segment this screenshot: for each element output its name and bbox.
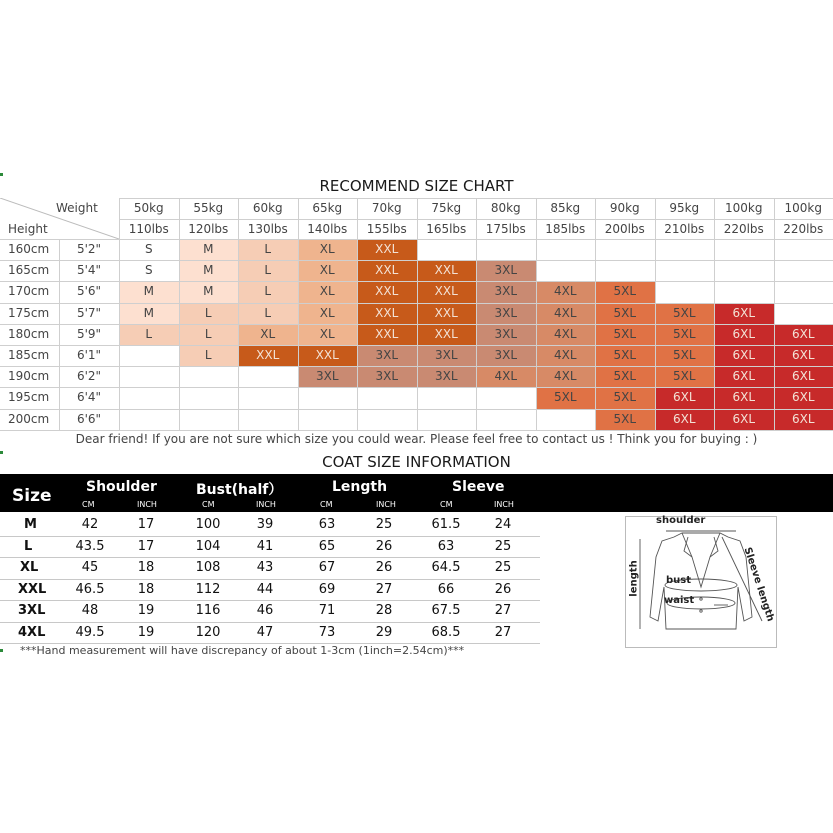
size-label: M (24, 517, 37, 532)
size-cell: 5XL (655, 366, 715, 387)
header-bust: Bust(half） (196, 482, 283, 498)
size-cell: 6XL (655, 409, 715, 430)
size-cell: 6XL (714, 366, 774, 387)
weight-kg: 60kg (252, 201, 283, 215)
size-cell: XXL (357, 239, 417, 260)
height-cm: 180cm (8, 326, 50, 341)
measurement-value: 73 (318, 624, 336, 640)
size-cell: XL (298, 239, 358, 260)
table-row (0, 557, 540, 578)
measurement-value: 47 (256, 624, 274, 640)
measurement-value: 28 (375, 603, 393, 618)
size-cell: 6XL (714, 303, 774, 324)
size-label: XL (20, 560, 39, 575)
coat-title: COAT SIZE INFORMATION (322, 453, 511, 471)
measurement-value: 112 (195, 581, 221, 597)
size-cell: 5XL (655, 324, 715, 345)
size-cell: 5XL (595, 387, 655, 408)
size-label: 4XL (18, 624, 46, 640)
weight-lbs: 140lbs (307, 222, 348, 236)
measurement-value: 43.5 (75, 538, 105, 554)
grid-line (536, 198, 537, 430)
height-ft: 5'2" (76, 242, 102, 256)
size-cell: 4XL (536, 345, 596, 366)
diagram-length-label: length (628, 560, 640, 597)
size-cell: 4XL (536, 366, 596, 387)
size-cell: S (119, 260, 179, 281)
measurement-value: 26 (375, 538, 393, 554)
size-cell: 3XL (298, 366, 358, 387)
measurement-value: 18 (137, 560, 155, 575)
grid-line (357, 198, 358, 430)
height-ft: 5'9" (76, 326, 102, 341)
measurement-value: 104 (195, 538, 221, 554)
weight-lbs: 110lbs (128, 222, 169, 236)
weight-lbs: 155lbs (366, 222, 407, 236)
weight-lbs: 130lbs (247, 222, 288, 236)
measurement-value: 19 (137, 603, 155, 618)
size-cell: L (179, 324, 239, 345)
weight-kg: 80kg (490, 201, 521, 215)
size-label: L (24, 538, 33, 554)
size-cell: 4XL (536, 281, 596, 302)
table-row (0, 514, 540, 535)
measurement-value: 18 (137, 581, 155, 597)
size-cell: XL (298, 324, 358, 345)
size-cell: XL (298, 281, 358, 302)
measurement-value: 65 (318, 538, 336, 554)
measurement-value: 24 (494, 517, 512, 532)
weight-kg: 100kg (725, 201, 763, 215)
height-ft: 5'7" (76, 305, 102, 320)
size-cell: L (238, 239, 298, 260)
size-cell: L (179, 303, 239, 324)
height-cm: 165cm (8, 263, 50, 278)
size-cell: M (179, 260, 239, 281)
size-cell: 5XL (595, 281, 655, 302)
grid-line (238, 198, 239, 430)
measurement-value: 27 (375, 581, 393, 597)
diagram-sleeve-label: Sleeve length (741, 546, 776, 623)
size-cell: XL (238, 324, 298, 345)
unit-cm: CM (440, 500, 453, 509)
size-cell: M (119, 281, 179, 302)
header-sleeve: Sleeve (452, 479, 505, 495)
coat-note: ***Hand measurement will have discrepancy of about 1-3cm (1inch=2.54cm)*** (20, 644, 465, 657)
size-cell: L (119, 324, 179, 345)
size-cell: XL (298, 303, 358, 324)
coat-header-bar (0, 474, 833, 512)
weight-kg: 65kg (312, 201, 343, 215)
weight-kg: 50kg (133, 201, 164, 215)
size-cell: 3XL (417, 366, 477, 387)
diagram-bust-label: bust (666, 575, 692, 586)
measurement-value: 27 (494, 624, 512, 640)
measurement-value: 46.5 (75, 581, 105, 597)
size-cell: XXL (417, 281, 477, 302)
height-ft: 5'6" (76, 284, 102, 299)
height-ft: 6'2" (76, 369, 102, 384)
measurement-value: 68.5 (431, 624, 461, 640)
measurement-value: 63 (437, 538, 455, 554)
weight-lbs: 220lbs (783, 222, 824, 236)
size-cell: 3XL (476, 303, 536, 324)
measurement-value: 49.5 (75, 624, 105, 640)
measurement-value: 42 (81, 517, 99, 532)
size-cell: L (238, 303, 298, 324)
size-cell: XXL (298, 345, 358, 366)
diagram-shoulder-label: shoulder (656, 515, 706, 526)
measurement-value: 29 (375, 624, 393, 640)
grid-line (119, 198, 120, 430)
green-marker (0, 649, 3, 652)
grid-line (476, 198, 477, 430)
size-cell: 5XL (536, 387, 596, 408)
size-cell: 3XL (417, 345, 477, 366)
measurement-value: 25 (494, 538, 512, 554)
size-cell: XXL (357, 281, 417, 302)
size-cell: XL (298, 260, 358, 281)
size-cell: XXL (357, 303, 417, 324)
height-cm: 170cm (8, 284, 50, 299)
weight-lbs: 220lbs (723, 222, 764, 236)
table-row (0, 600, 540, 621)
size-cell: 4XL (536, 303, 596, 324)
height-cm: 200cm (8, 411, 50, 426)
size-cell: 6XL (774, 345, 833, 366)
measurement-value: 64.5 (431, 560, 461, 575)
table-row (0, 622, 540, 643)
grid-line (179, 198, 180, 430)
size-cell: 5XL (595, 409, 655, 430)
weight-kg: 95kg (669, 201, 700, 215)
weight-kg: 90kg (609, 201, 640, 215)
weight-lbs: 185lbs (545, 222, 586, 236)
unit-cm: CM (82, 500, 95, 509)
unit-cm: CM (320, 500, 333, 509)
size-cell: 6XL (714, 345, 774, 366)
size-cell: 3XL (357, 366, 417, 387)
weight-kg: 100kg (784, 201, 822, 215)
height-ft: 5'4" (76, 263, 102, 278)
size-cell: XXL (238, 345, 298, 366)
table-row (0, 536, 540, 557)
measurement-value: 67.5 (431, 603, 461, 618)
size-cell: 6XL (714, 324, 774, 345)
measurement-value: 48 (81, 603, 99, 618)
weight-lbs: 175lbs (485, 222, 526, 236)
jacket-diagram (625, 516, 777, 648)
size-cell: M (179, 239, 239, 260)
size-cell: 5XL (595, 345, 655, 366)
measurement-value: 61.5 (431, 517, 461, 532)
size-label: 3XL (18, 603, 46, 618)
weight-label: Weight (56, 201, 98, 215)
height-ft: 6'6" (76, 411, 102, 426)
unit-inch: INCH (256, 500, 276, 509)
measurement-value: 67 (318, 560, 336, 575)
measurement-value: 66 (437, 581, 455, 597)
size-cell: 4XL (536, 324, 596, 345)
grid-line (0, 430, 833, 431)
size-cell: 5XL (595, 366, 655, 387)
size-cell: 5XL (595, 303, 655, 324)
unit-inch: INCH (376, 500, 396, 509)
unit-inch: INCH (494, 500, 514, 509)
size-cell: 3XL (476, 260, 536, 281)
size-cell: 6XL (714, 409, 774, 430)
size-cell: 5XL (595, 324, 655, 345)
header-size: Size (12, 486, 52, 506)
size-cell: 3XL (476, 345, 536, 366)
measurement-value: 19 (137, 624, 155, 640)
measurement-value: 41 (256, 538, 274, 554)
height-cm: 195cm (8, 390, 50, 405)
measurement-value: 25 (494, 560, 512, 575)
corner-diagonal (0, 198, 119, 239)
size-cell: 3XL (357, 345, 417, 366)
size-cell: L (179, 345, 239, 366)
measurement-value: 26 (494, 581, 512, 597)
measurement-value: 26 (375, 560, 393, 575)
size-cell: 6XL (774, 324, 833, 345)
size-cell: XXL (417, 324, 477, 345)
measurement-value: 17 (137, 517, 155, 532)
height-ft: 6'1" (76, 348, 102, 362)
size-cell: 6XL (774, 387, 833, 408)
height-ft: 6'4" (76, 390, 102, 405)
size-cell: 3XL (476, 324, 536, 345)
height-cm: 185cm (8, 348, 50, 362)
height-cm: 160cm (8, 242, 50, 256)
measurement-value: 116 (195, 603, 221, 618)
measurement-value: 25 (375, 517, 393, 532)
grid-line (595, 198, 596, 430)
weight-lbs: 210lbs (664, 222, 705, 236)
unit-inch: INCH (137, 500, 157, 509)
measurement-value: 44 (256, 581, 274, 597)
measurement-value: 108 (195, 560, 221, 575)
grid-line (774, 198, 775, 430)
grid-line (298, 198, 299, 430)
size-cell: 5XL (655, 303, 715, 324)
grid-line (714, 198, 715, 430)
measurement-value: 120 (195, 624, 221, 640)
measurement-value: 100 (195, 517, 221, 532)
size-label: XXL (18, 581, 47, 597)
size-cell: 4XL (476, 366, 536, 387)
measurement-value: 43 (256, 560, 274, 575)
size-cell: XXL (357, 324, 417, 345)
weight-lbs: 165lbs (426, 222, 467, 236)
size-cell: 5XL (655, 345, 715, 366)
measurement-value: 45 (81, 560, 99, 575)
measurement-value: 46 (256, 603, 274, 618)
weight-kg: 85kg (550, 201, 581, 215)
measurement-value: 39 (256, 517, 274, 532)
measurement-value: 27 (494, 603, 512, 618)
size-cell: 6XL (655, 387, 715, 408)
measurement-value: 63 (318, 517, 336, 532)
height-label: Height (8, 222, 48, 236)
weight-kg: 55kg (193, 201, 224, 215)
weight-lbs: 200lbs (604, 222, 645, 236)
height-cm: 190cm (8, 369, 50, 384)
recommend-note: Dear friend! If you are not sure which size you could wear. Please feel free to contact us ! Think you for buying : ) (75, 432, 758, 446)
measurement-value: 17 (137, 538, 155, 554)
green-marker (0, 173, 3, 176)
grid-line (417, 198, 418, 430)
grid-line (59, 239, 60, 430)
height-cm: 175cm (8, 305, 50, 320)
size-cell: L (238, 281, 298, 302)
size-cell: 6XL (714, 387, 774, 408)
header-length: Length (332, 479, 388, 495)
measurement-value: 71 (318, 603, 336, 618)
green-marker (0, 451, 3, 454)
size-cell: 6XL (774, 366, 833, 387)
size-cell: XXL (417, 303, 477, 324)
size-cell: L (238, 260, 298, 281)
size-cell: M (119, 303, 179, 324)
header-shoulder: Shoulder (86, 479, 157, 495)
diagram-waist-label: waist (664, 595, 695, 606)
size-cell: 3XL (476, 281, 536, 302)
size-cell: 6XL (774, 409, 833, 430)
measurement-value: 69 (318, 581, 336, 597)
weight-kg: 75kg (431, 201, 462, 215)
size-cell: M (179, 281, 239, 302)
recommend-title: RECOMMEND SIZE CHART (319, 177, 514, 195)
unit-cm: CM (202, 500, 215, 509)
weight-kg: 70kg (371, 201, 402, 215)
weight-lbs: 120lbs (188, 222, 229, 236)
size-cell: XXL (417, 260, 477, 281)
size-cell: S (119, 239, 179, 260)
size-cell: XXL (357, 260, 417, 281)
grid-line (655, 198, 656, 430)
table-row (0, 579, 540, 600)
